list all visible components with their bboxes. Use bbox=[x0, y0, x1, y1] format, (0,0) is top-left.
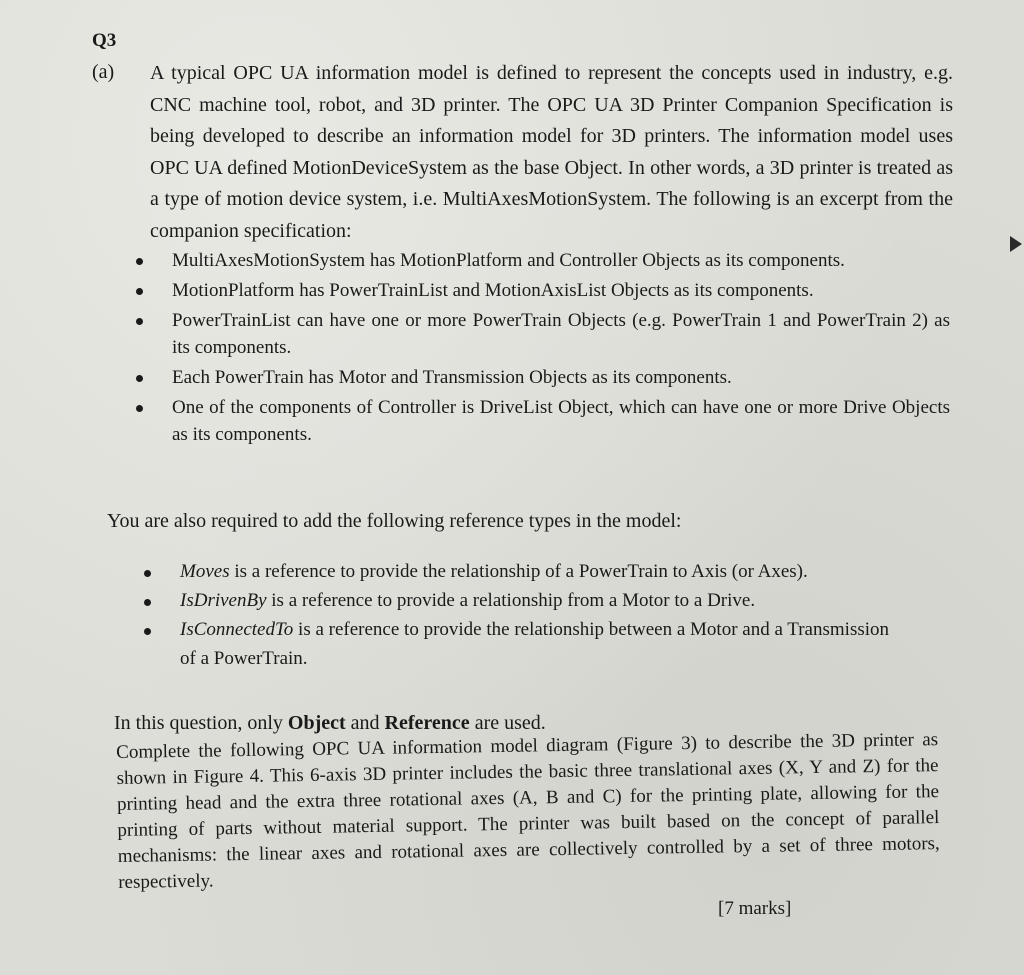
reference-description: is a reference to provide the relationship between a Motor and a Transmission of a PowerTrain. bbox=[180, 619, 890, 669]
note-and: and bbox=[345, 712, 385, 734]
reference-description: is a reference to provide a relationship from a Motor to a Drive. bbox=[266, 590, 756, 611]
reference-name: IsDrivenBy bbox=[180, 590, 267, 611]
bullet-icon bbox=[136, 405, 143, 412]
note-suffix: are used. bbox=[469, 712, 546, 734]
intro-paragraph: A typical OPC UA information model is defined to represent the concepts used in industry, e.g. CNC machine tool, robot, and 3D printer. The OPC UA 3D Printer Companion Specification is being developed to describe an information model for 3D printers. The information model uses OPC UA defined MotionDeviceSystem as the base Object. In other words, a 3D printer is treated as a type of motion device system, i.e. MultiAxesMotionSystem. The following is an excerpt from the companion specification: bbox=[150, 62, 953, 242]
references-intro: You are also required to add the following reference types in the model: bbox=[107, 510, 682, 532]
part-label: (a) bbox=[92, 61, 115, 83]
list-item bbox=[128, 615, 898, 673]
reference-list bbox=[128, 557, 898, 673]
bullet-icon bbox=[144, 599, 151, 606]
note-reference: Reference bbox=[384, 712, 470, 734]
list-item-text: PowerTrainList can have one or more PowerTrain Objects (e.g. PowerTrain 1 and PowerTrain 2) as its components. bbox=[172, 310, 950, 358]
bullet-icon bbox=[136, 318, 143, 325]
list-item bbox=[128, 586, 898, 615]
list-item bbox=[120, 364, 950, 391]
list-item bbox=[128, 557, 898, 586]
list-item-text: Each PowerTrain has Motor and Transmission Objects as its components. bbox=[172, 367, 732, 388]
question-number: Q3 bbox=[92, 30, 117, 51]
edge-arrow-icon bbox=[1010, 236, 1022, 252]
bullet-icon bbox=[136, 288, 143, 295]
list-item bbox=[120, 247, 950, 274]
list-item-text: MultiAxesMotionSystem has MotionPlatform and Controller Objects as its components. bbox=[172, 250, 845, 271]
reference-description: is a reference to provide the relationship of a PowerTrain to Axis (or Axes). bbox=[229, 561, 808, 582]
bullet-icon bbox=[144, 628, 151, 635]
bullet-icon bbox=[144, 570, 151, 577]
bullet-icon bbox=[136, 258, 143, 265]
list-item bbox=[120, 307, 950, 361]
component-list bbox=[120, 247, 950, 451]
reference-name: Moves bbox=[180, 561, 230, 582]
list-item-text: MotionPlatform has PowerTrainList and MotionAxisList Objects as its components. bbox=[172, 280, 814, 301]
bullet-icon bbox=[136, 375, 143, 382]
list-item-text: One of the components of Controller is DriveList Object, which can have one or more Drive Objects as its components. bbox=[172, 397, 950, 445]
marks-label: [7 marks] bbox=[718, 898, 792, 919]
usage-note bbox=[114, 712, 546, 735]
note-prefix: In this question, only bbox=[114, 712, 288, 734]
reference-name: IsConnectedTo bbox=[180, 619, 294, 640]
list-item bbox=[120, 394, 950, 448]
task-paragraph: Complete the following OPC UA information model diagram (Figure 3) to describe the 3D printer as shown in Figure 4. This 6-axis 3D printer includes the basic three translational axes (X, Y and Z) for the printing head and the extra three rotational axes (A, B and C) for the printing plate, allowing for the printing of parts without material support. The printer was built based on the concept of parallel mechanisms: the linear axes and rotational axes are collectively controlled by a set of three motors, respectively. bbox=[116, 729, 940, 893]
note-object: Object bbox=[287, 712, 346, 734]
list-item bbox=[120, 277, 950, 304]
